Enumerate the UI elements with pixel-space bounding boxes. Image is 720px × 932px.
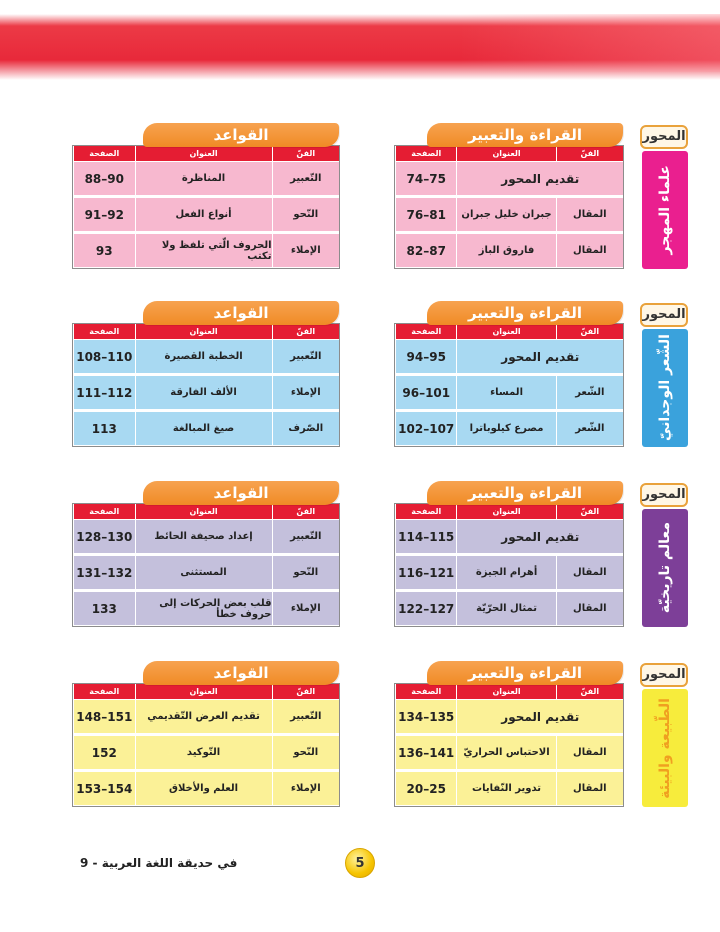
header-page: الصفحة bbox=[395, 504, 456, 519]
lesson-title: الاحتباس الحراريّ bbox=[456, 736, 555, 769]
page-number-badge: 5 bbox=[345, 848, 375, 878]
axis-name: الشّعر الوجدانيّ bbox=[657, 334, 673, 442]
reading-table bbox=[394, 323, 624, 447]
rules-banner: القواعد bbox=[143, 661, 339, 685]
genre-label: التّعبير bbox=[272, 340, 340, 373]
page-range: 113 bbox=[73, 412, 135, 445]
header-page: الصفحة bbox=[73, 324, 135, 339]
table-row bbox=[73, 592, 339, 625]
page-range: 151–148 bbox=[73, 700, 135, 733]
genre-label: الشّعر bbox=[556, 376, 623, 409]
genre-label: الصّرف bbox=[272, 412, 340, 445]
header-fann: الفنّ bbox=[556, 324, 623, 339]
lesson-title: الحروف الّتي تلفظ ولا تكتب bbox=[135, 234, 272, 267]
page-range: 127–122 bbox=[395, 592, 456, 625]
reading-table bbox=[394, 503, 624, 627]
table-row bbox=[73, 556, 339, 589]
lesson-title: العلم والأخلاق bbox=[135, 772, 272, 805]
header-fann: الفنّ bbox=[556, 504, 623, 519]
rules-table bbox=[72, 145, 340, 269]
table-header bbox=[395, 684, 623, 699]
page-range: 75–74 bbox=[395, 162, 456, 195]
page-range: 132–131 bbox=[73, 556, 135, 589]
table-header bbox=[395, 504, 623, 519]
page-range: 95–94 bbox=[395, 340, 456, 373]
page-range: 92–91 bbox=[73, 198, 135, 231]
page-range: 152 bbox=[73, 736, 135, 769]
page-range: 121–116 bbox=[395, 556, 456, 589]
axis-name-box bbox=[642, 329, 688, 447]
table-row bbox=[395, 234, 623, 267]
book-title: في حديقة اللغة العربية - 9 bbox=[80, 856, 238, 870]
header-fann: الفنّ bbox=[556, 146, 623, 161]
table-row bbox=[73, 412, 339, 445]
unit-block bbox=[72, 663, 688, 823]
axis-name-box bbox=[642, 151, 688, 269]
top-decorative-band bbox=[0, 0, 720, 80]
lesson-title: أهرام الجيزة bbox=[456, 556, 555, 589]
genre-label: الإملاء bbox=[272, 234, 340, 267]
table-row bbox=[395, 376, 623, 409]
page-range: 112–111 bbox=[73, 376, 135, 409]
reading-table bbox=[394, 145, 624, 269]
table-header bbox=[73, 504, 339, 519]
page-range: 141–136 bbox=[395, 736, 456, 769]
genre-label: النّحو bbox=[272, 198, 340, 231]
table-row bbox=[73, 340, 339, 373]
genre-label: المقال bbox=[556, 592, 623, 625]
table-row bbox=[395, 198, 623, 231]
lesson-title: أنواع الفعل bbox=[135, 198, 272, 231]
table-row bbox=[395, 556, 623, 589]
table-row bbox=[73, 376, 339, 409]
genre-label: الشّعر bbox=[556, 412, 623, 445]
axis-name-box bbox=[642, 509, 688, 627]
lesson-title: تدوير النّفايات bbox=[456, 772, 555, 805]
table-row bbox=[395, 340, 623, 373]
reading-banner: القراءة والتعبير bbox=[427, 481, 623, 505]
lesson-title: جبران خليل جبران bbox=[456, 198, 555, 231]
lesson-title: المناظرة bbox=[135, 162, 272, 195]
table-row bbox=[73, 162, 339, 195]
header-title: العنوان bbox=[135, 146, 272, 161]
rules-table bbox=[72, 323, 340, 447]
header-fann: الفنّ bbox=[272, 504, 340, 519]
lesson-title: تقديم المحور bbox=[456, 162, 623, 195]
genre-label: المقال bbox=[556, 736, 623, 769]
lesson-title: المساء bbox=[456, 376, 555, 409]
table-row bbox=[395, 736, 623, 769]
header-title: العنوان bbox=[456, 324, 555, 339]
table-row bbox=[395, 772, 623, 805]
lesson-title: تقديم المحور bbox=[456, 340, 623, 373]
rules-banner: القواعد bbox=[143, 301, 339, 325]
table-row bbox=[395, 520, 623, 553]
table-row bbox=[73, 772, 339, 805]
table-row bbox=[73, 234, 339, 267]
rules-table bbox=[72, 683, 340, 807]
page-range: 154–153 bbox=[73, 772, 135, 805]
unit-block bbox=[72, 483, 688, 643]
lesson-title: التّوكيد bbox=[135, 736, 272, 769]
table-row bbox=[395, 162, 623, 195]
lesson-title: الخطبة القصيرة bbox=[135, 340, 272, 373]
table-header bbox=[73, 324, 339, 339]
page-range: 87–82 bbox=[395, 234, 456, 267]
header-page: الصفحة bbox=[395, 684, 456, 699]
page-range: 93 bbox=[73, 234, 135, 267]
table-row bbox=[73, 736, 339, 769]
page-range: 110–108 bbox=[73, 340, 135, 373]
header-title: العنوان bbox=[456, 684, 555, 699]
genre-label: المقال bbox=[556, 772, 623, 805]
page-range: 90–88 bbox=[73, 162, 135, 195]
page-range: 135–134 bbox=[395, 700, 456, 733]
table-row bbox=[73, 700, 339, 733]
header-fann: الفنّ bbox=[272, 146, 340, 161]
header-title: العنوان bbox=[135, 684, 272, 699]
lesson-title: قلب بعض الحركات إلى حروف خطأ bbox=[135, 592, 272, 625]
unit-block bbox=[72, 125, 688, 285]
unit-block bbox=[72, 303, 688, 463]
lesson-title: إعداد صحيفة الحائط bbox=[135, 520, 272, 553]
genre-label: التّعبير bbox=[272, 520, 340, 553]
rules-table bbox=[72, 503, 340, 627]
page-range: 133 bbox=[73, 592, 135, 625]
table-header bbox=[395, 324, 623, 339]
header-fann: الفنّ bbox=[272, 324, 340, 339]
page-range: 107–102 bbox=[395, 412, 456, 445]
reading-banner: القراءة والتعبير bbox=[427, 301, 623, 325]
table-row bbox=[73, 520, 339, 553]
axis-name: الطّبيعة والبيئة bbox=[657, 697, 673, 799]
lesson-title: صيغ المبالغة bbox=[135, 412, 272, 445]
lesson-title: مصرع كيلوباترا bbox=[456, 412, 555, 445]
axis-tag: المحور bbox=[640, 483, 688, 507]
reading-banner: القراءة والتعبير bbox=[427, 661, 623, 685]
rules-banner: القواعد bbox=[143, 123, 339, 147]
table-header bbox=[395, 146, 623, 161]
axis-tag: المحور bbox=[640, 663, 688, 687]
axis-name: علماء المهجر bbox=[657, 165, 673, 255]
lesson-title: تمثال الحرّيّة bbox=[456, 592, 555, 625]
genre-label: الإملاء bbox=[272, 376, 340, 409]
rules-banner: القواعد bbox=[143, 481, 339, 505]
lesson-title: الألف الفارقة bbox=[135, 376, 272, 409]
lesson-title: تقديم المحور bbox=[456, 520, 623, 553]
axis-tag: المحور bbox=[640, 303, 688, 327]
header-page: الصفحة bbox=[73, 146, 135, 161]
genre-label: المقال bbox=[556, 556, 623, 589]
lesson-title: فاروق الباز bbox=[456, 234, 555, 267]
genre-label: النّحو bbox=[272, 736, 340, 769]
page-range: 130–128 bbox=[73, 520, 135, 553]
reading-banner: القراءة والتعبير bbox=[427, 123, 623, 147]
genre-label: النّحو bbox=[272, 556, 340, 589]
axis-name-box bbox=[642, 689, 688, 807]
reading-table bbox=[394, 683, 624, 807]
page-range: 25–20 bbox=[395, 772, 456, 805]
header-page: الصفحة bbox=[73, 504, 135, 519]
header-page: الصفحة bbox=[73, 684, 135, 699]
genre-label: المقال bbox=[556, 234, 623, 267]
axis-name: معالم تاريخيّة bbox=[657, 522, 673, 614]
header-title: العنوان bbox=[456, 504, 555, 519]
table-row bbox=[395, 592, 623, 625]
genre-label: الإملاء bbox=[272, 772, 340, 805]
axis-tag: المحور bbox=[640, 125, 688, 149]
table-row bbox=[395, 412, 623, 445]
lesson-title: تقديم العرض التّقديمي bbox=[135, 700, 272, 733]
genre-label: الإملاء bbox=[272, 592, 340, 625]
header-title: العنوان bbox=[135, 324, 272, 339]
page-range: 115–114 bbox=[395, 520, 456, 553]
lesson-title: المستثنى bbox=[135, 556, 272, 589]
genre-label: التّعبير bbox=[272, 700, 340, 733]
table-row bbox=[395, 700, 623, 733]
table-row bbox=[73, 198, 339, 231]
page-range: 81–76 bbox=[395, 198, 456, 231]
table-header bbox=[73, 684, 339, 699]
header-fann: الفنّ bbox=[272, 684, 340, 699]
genre-label: المقال bbox=[556, 198, 623, 231]
genre-label: التّعبير bbox=[272, 162, 340, 195]
header-title: العنوان bbox=[135, 504, 272, 519]
table-header bbox=[73, 146, 339, 161]
header-fann: الفنّ bbox=[556, 684, 623, 699]
header-title: العنوان bbox=[456, 146, 555, 161]
header-page: الصفحة bbox=[395, 324, 456, 339]
page-range: 101–96 bbox=[395, 376, 456, 409]
header-page: الصفحة bbox=[395, 146, 456, 161]
lesson-title: تقديم المحور bbox=[456, 700, 623, 733]
